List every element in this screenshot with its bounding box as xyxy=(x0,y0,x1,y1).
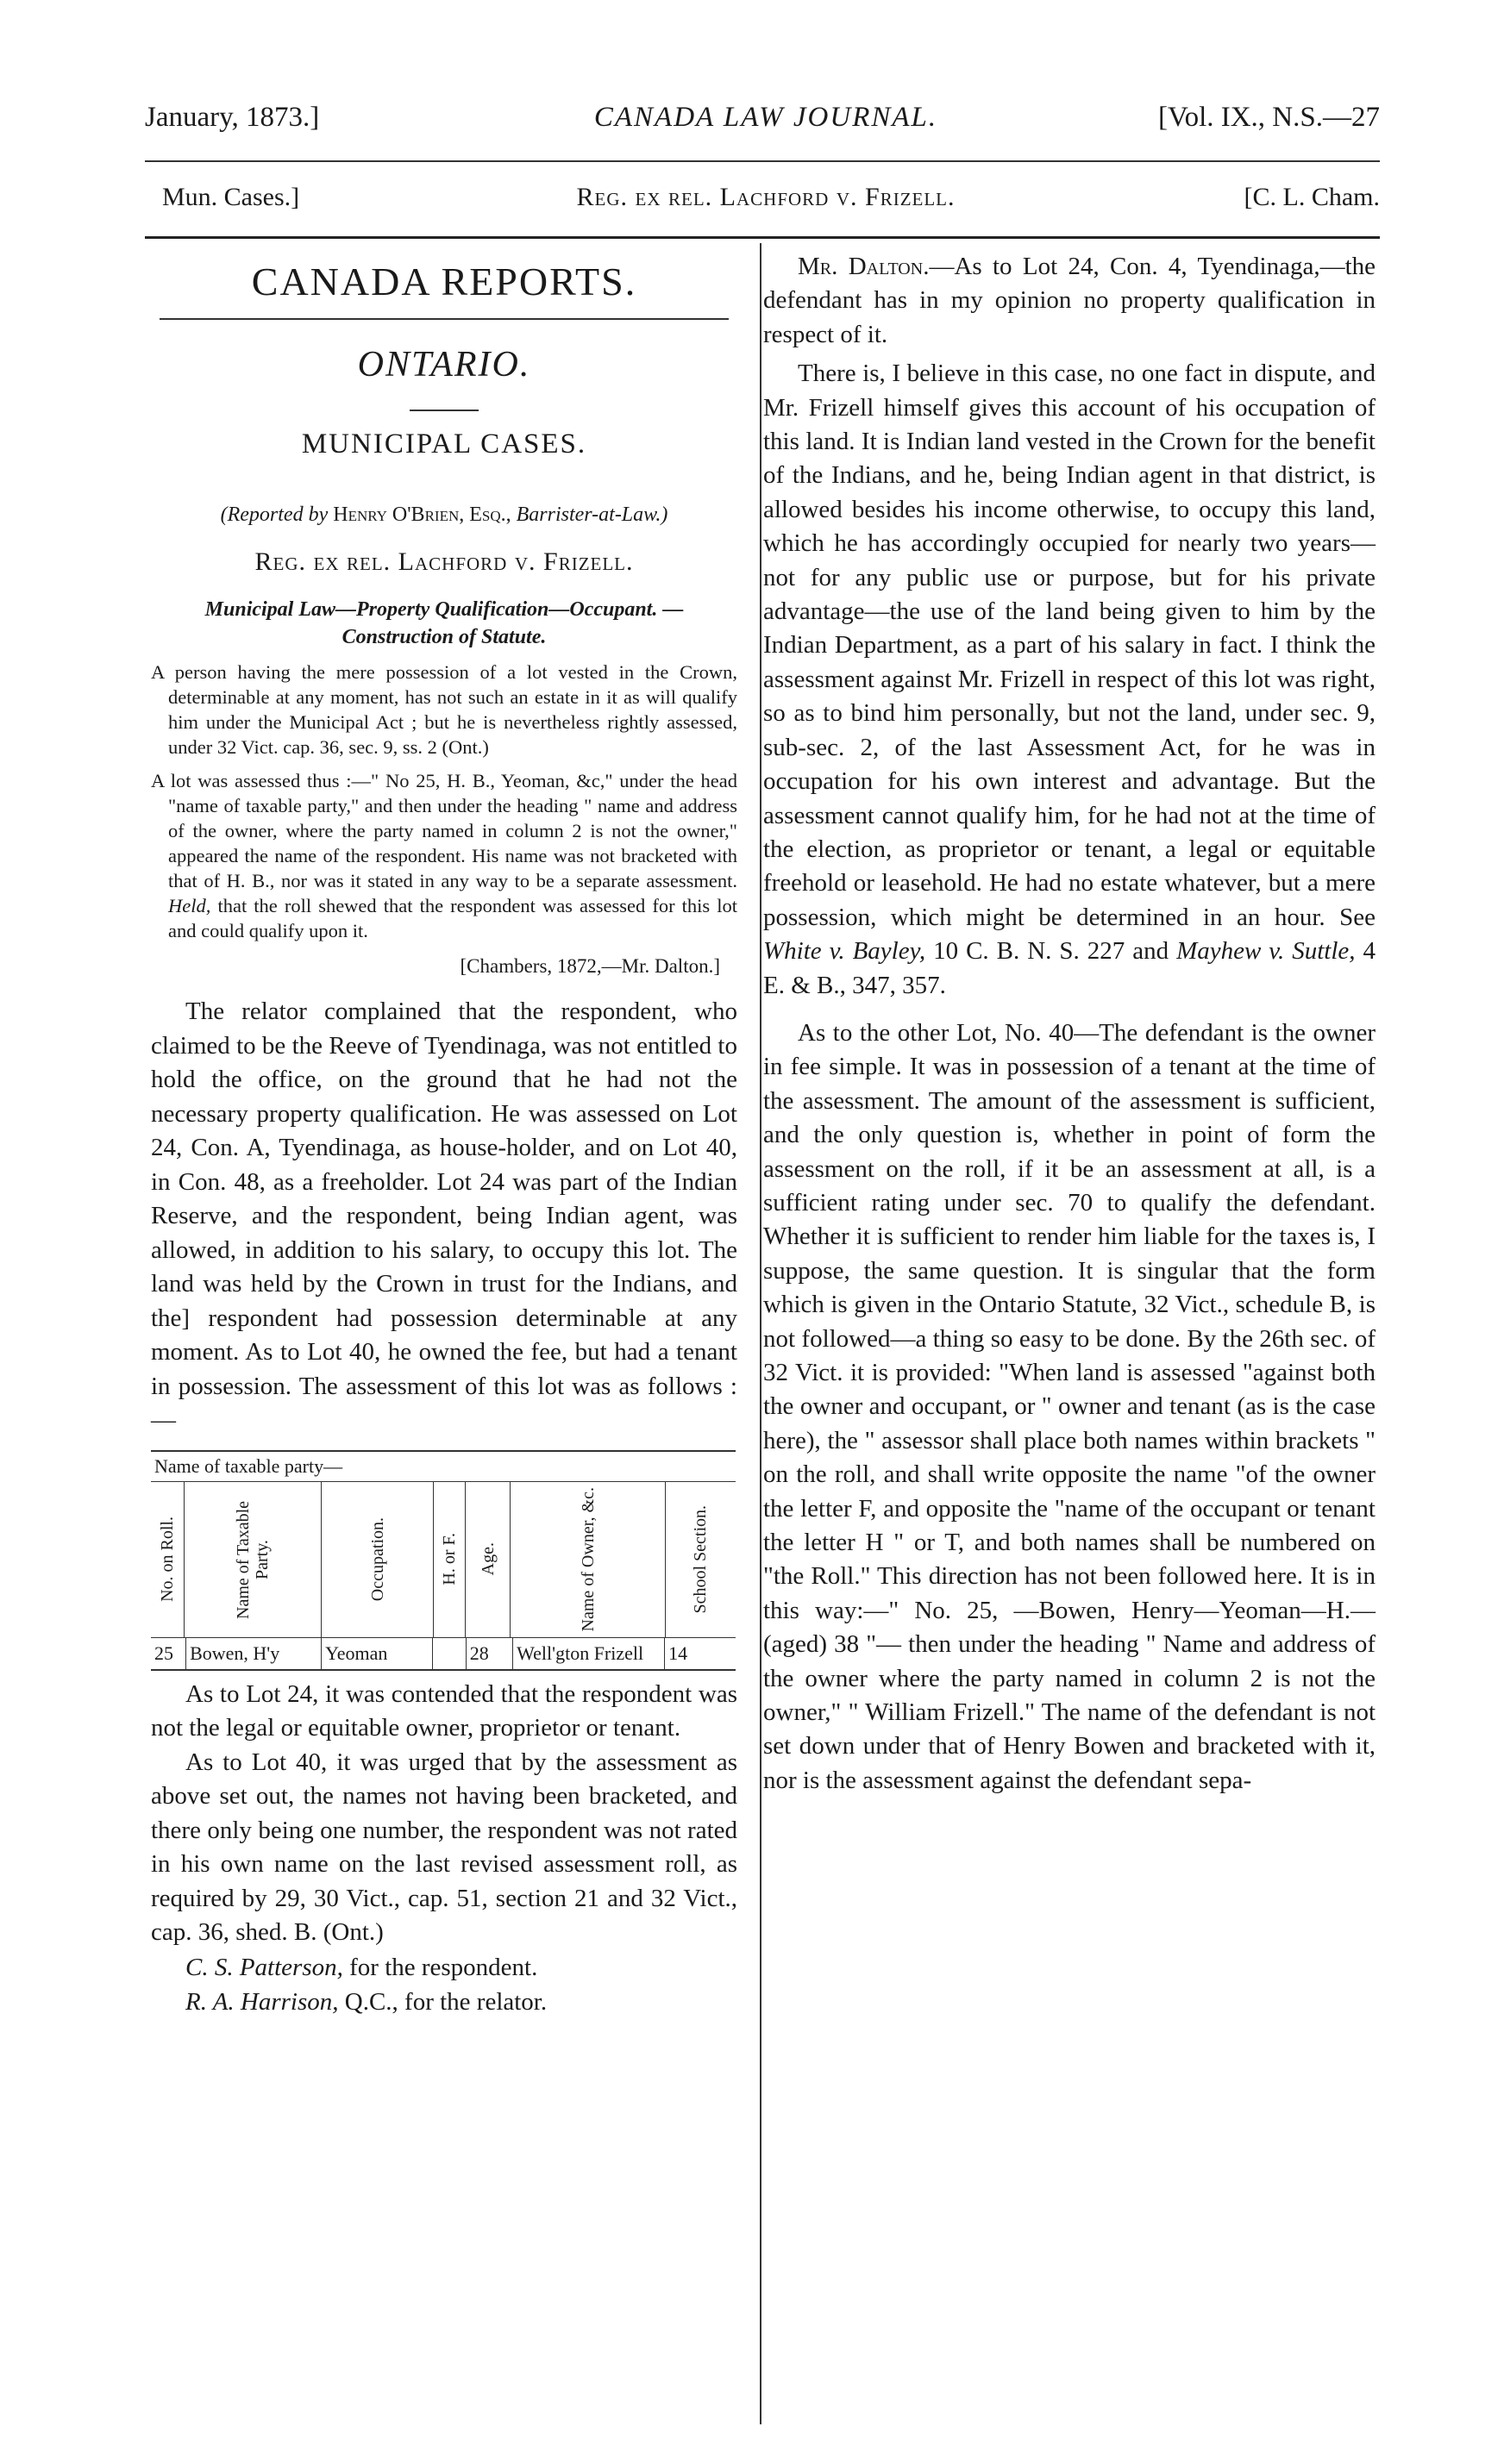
col-header: Name of Owner, &c. xyxy=(511,1482,665,1637)
headnote-1: A person having the mere possession of a lot vested in the Crown, determinable at any moment, has not such an estate in it as will qualify him under the Municipal Act ; but he is nevertheless rightly assessed, under 32 Vict. cap. 36, sec. 9, ss. 2 (Ont.) xyxy=(151,661,737,758)
table-cell: Bowen, H'y xyxy=(186,1638,322,1669)
reports-title: CANADA REPORTS. xyxy=(251,260,637,303)
table-cell: Yeoman xyxy=(322,1638,432,1669)
running-head xyxy=(145,102,1380,147)
reporter-name: Henry O'Brien, Esq., xyxy=(333,503,511,526)
case-title: Reg. ex rel. Lachford v. Frizell. xyxy=(254,547,634,576)
headnote-subject: Municipal Law—Property Qualification—Occupant. —Construction of Statute. xyxy=(204,598,684,648)
col-header: Name of Taxable Party. xyxy=(185,1482,323,1637)
journal-title: CANADA LAW JOURNAL. xyxy=(593,102,938,133)
table-caption: Name of taxable party— xyxy=(151,1452,736,1482)
lot-40-argument: As to Lot 40, it was urged that by the assessment as above set out, the names not having been bracketed, and there only being one number, the respondent was not rated in his own name on the last revised assessment roll, as required by 29, 30 Vict., cap. 51, section 21 and 32 Vict., cap. 36, shed. B. (Ont.) xyxy=(151,1748,737,1946)
reporter-suffix: Barrister-at-Law.) xyxy=(516,503,668,526)
headnote-2-text: A lot was assessed thus :—" No 25, H. B., Yeoman, &c," under the head "name of taxable party," and then under the heading " name and address of the owner, where the party named in column 2 is not the owner," appeared the name of the respondent. His name was not bracketed with that of H. B., nor was it stated in any way to be a separate assessment. xyxy=(151,770,737,891)
col-header: H. or F. xyxy=(434,1482,466,1637)
title-rule xyxy=(160,318,729,320)
facts-paragraph: The relator complained that the respondent, who claimed to be the Reeve of Tyendinaga, was not entitled to hold the office, on the ground that he had not the necessary property qualification. He was assessed on Lot 24, Con. A, Tyendinaga, as house-holder, and on Lot 40, in Con. 48, as a freeholder. Lot 24 was part of the Indian Reserve, and the respondent, being Indian agent, was allowed, in addition to his salary, to occupy this lot. The land was held by the Crown in trust for the Indians, and the] respondent had possession determinable at any moment. As to Lot 40, he owned the fee, but had a tenant in possession. The assessment of this lot was as follows :— xyxy=(151,997,737,1434)
header-divider xyxy=(145,160,1380,162)
col-header: School Section. xyxy=(691,1504,711,1614)
right-column xyxy=(763,243,1376,1798)
headnote-2 xyxy=(151,768,737,943)
lot-24-argument: As to Lot 24, it was contended that the respondent was not the legal or equitable owner, proprietor or tenant. xyxy=(151,1679,737,1742)
issue-date: January, 1873.] xyxy=(145,102,320,133)
col-header: Age. xyxy=(466,1482,511,1637)
table-cell: Well'gton Frizell xyxy=(513,1638,665,1669)
short-rule xyxy=(410,410,479,411)
counsel-name: R. A. Harrison, xyxy=(185,1987,339,2016)
court-citation: [Chambers, 1872,—Mr. Dalton.] xyxy=(460,955,720,977)
counsel-relator: R. A. Harrison, Q.C., for the relator. xyxy=(185,1987,548,2016)
counsel-name: C. S. Patterson, xyxy=(185,1953,343,1981)
held-label: Held, xyxy=(168,895,211,916)
table-header-row xyxy=(151,1482,736,1638)
subhead-case: Reg. ex rel. Lachford v. Frizell. xyxy=(576,183,956,211)
judge-name: Mr. Dalton. xyxy=(798,253,930,280)
subhead-section: Mun. Cases.] xyxy=(162,183,300,211)
table-cell xyxy=(433,1638,467,1669)
table-cell: 28 xyxy=(467,1638,513,1669)
case-citation: White v. Bayley, xyxy=(763,937,926,966)
case-subhead xyxy=(162,183,1380,222)
judgment-lot-24: There is, I believe in this case, no one fact in dispute, and Mr. Frizell himself gives this account of his occupation of this land. It is Indian land vested in the Crown for the benefit of the Indians, and he, being Indian agent in that district, is allowed besides his income otherwise, to occupy this land, which he has accordingly occupied for nearly two years—not for any public use or purpose, but for his private advantage—the use of the land being given to him by the Indian Department, as a part of his salary in fact. I think the assessment against Mr. Frizell in respect of this lot was right, so as to bind him personally, but not the land, under sec. 9, sub-sec. 2, of the last Assessment Act, for he was in occupation for his own interest and advantage. But the assessment cannot qualify him, for he had not at the time of the election, as proprietor or tenant, a legal or equitable freehold or leasehold. He had no estate whatever, but a mere possession, which might be determined in an hour. See White v. Bayley, 10 C. B. N. S. 227 and Mayhew v. Suttle, 4 E. & B., 347, 357. xyxy=(763,360,1376,999)
section-heading: MUNICIPAL CASES. xyxy=(301,428,587,460)
reporter-line xyxy=(151,503,737,527)
province-heading: ONTARIO. xyxy=(357,345,531,385)
judgment-opening: Mr. Dalton.—As to Lot 24, Con. 4, Tyendinaga,—the defendant has in my opinion no property qualification in respect of it. xyxy=(763,253,1376,348)
assessment-table xyxy=(151,1450,736,1671)
headnote-2-holding: that the roll shewed that the respondent was assessed for this lot and could qualify upon it. xyxy=(168,895,738,941)
col-header: Occupation. xyxy=(322,1482,434,1637)
reported-prefix: (Reported by xyxy=(220,503,329,526)
col-header: No. on Roll. xyxy=(151,1482,185,1637)
table-row xyxy=(151,1638,736,1669)
volume-page: [Vol. IX., N.S.—27 xyxy=(1158,102,1380,133)
case-citation: Mayhew v. Suttle, xyxy=(1176,937,1356,966)
column-divider xyxy=(760,243,761,2424)
subhead-court: [C. L. Cham. xyxy=(1244,183,1380,211)
table-cell: 25 xyxy=(151,1638,186,1669)
judgment-lot-40: As to the other Lot, No. 40—The defendant is the owner in fee simple. It was in possession of a tenant at the time of the assessment. The amount of the assessment is sufficient, and the only question is, whether in point of form the assessment on the roll, if it be an assessment at all, is a sufficient rating under sec. 70 to qualify the defendant. Whether it is sufficient to render him liable for the taxes is, I suppose, the same question. It is singular that the form which is given in the Ontario Statute, 32 Vict., schedule B, is not followed—a thing so easy to be done. By the 26th sec. of 32 Vict. it is provided: "When land is assessed "against both the owner and occupant, or " owner and tenant (as is the case here), the " assessor shall place both names within brackets " on the roll, and shall write opposite the name "of the owner the letter F, and opposite the "name of the occupant or tenant the letter H " or T, and both names shall be numbered on "the Roll." This direction has not been followed here. It is in this way:—" No. 25, —Bowen, Henry—Yeoman—H.—(aged) 38 "— then under the heading " Name and address of the owner where the party named in column 2 is not the owner," " William Frizell." The name of the defendant is not set down under that of Henry Bowen and bracketed with it, nor is the assessment against the defendant sepa- xyxy=(763,1018,1376,1794)
subhead-divider xyxy=(145,236,1380,239)
table-cell: 14 xyxy=(668,1642,688,1664)
left-column xyxy=(151,243,737,2019)
counsel-respondent: C. S. Patterson, for the respondent. xyxy=(185,1953,538,1981)
